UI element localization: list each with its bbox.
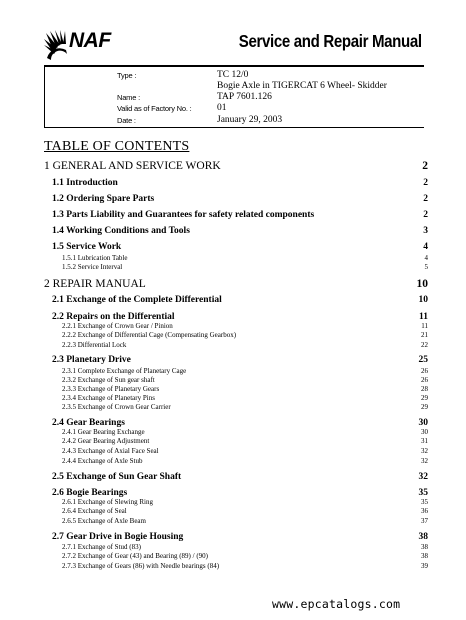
toc-entry-title: 2.6.5 Exchange of Axle Beam (62, 517, 146, 525)
toc-entry-title: 2.3.5 Exchange of Crown Gear Carrier (62, 403, 171, 411)
toc-entry-level-2[interactable] (0, 472, 466, 484)
meta-value: January 29, 2003 (217, 115, 283, 125)
toc-entry-title: 1.3 Parts Liability and Guarantees for safety related components (52, 210, 315, 220)
toc-entry-page: 11 (421, 322, 428, 330)
toc-entry-page: 38 (418, 532, 428, 542)
meta-label: Date : (117, 116, 136, 125)
toc-entry-title: 2 REPAIR MANUAL (44, 278, 146, 290)
toc-entry-title: 2.6 Bogie Bearings (52, 488, 128, 498)
toc-entry-page: 30 (418, 418, 428, 428)
toc-entry-level-2[interactable] (0, 194, 466, 206)
toc-entry-page: 36 (421, 507, 428, 515)
toc-title: TABLE OF CONTENTS (44, 139, 190, 154)
toc-entry-title: 2.7 Gear Drive in Bogie Housing (52, 532, 184, 542)
toc-entry-title: 2.2.2 Exchange of Differential Cage (Compensating Gearbox) (62, 331, 237, 339)
toc-entry-page: 2 (423, 194, 428, 204)
toc-entry-title: 1.1 Introduction (52, 178, 118, 188)
toc-entry-title: 2.3 Planetary Drive (52, 355, 131, 365)
toc-entry-page: 10 (418, 295, 428, 305)
toc-entry-page: 28 (421, 385, 428, 393)
toc-entry-title: 2.3.1 Complete Exchange of Planetary Cage (62, 367, 187, 375)
toc-entry-page: 32 (421, 447, 428, 455)
toc-entry-level-2[interactable] (0, 226, 466, 238)
header-left-border (44, 65, 45, 127)
toc-entry-page: 32 (421, 457, 428, 465)
toc-entry-title: 2.6.4 Exchange of Seal (62, 507, 127, 515)
toc-entry-title: 1.2 Ordering Spare Parts (52, 194, 155, 204)
meta-value: TAP 7601.126 (217, 92, 272, 102)
toc-entry-title: 2.2.1 Exchange of Crown Gear / Pinion (62, 322, 173, 330)
toc-entry-page: 29 (421, 394, 428, 402)
toc-entry-title: 2.3.2 Exchange of Sun gear shaft (62, 376, 155, 384)
toc-entry-level-2[interactable] (0, 295, 466, 307)
toc-entry-title: 2.7.3 Exchange of Gears (86) with Needle bearings (84) (62, 562, 220, 570)
toc-entry-level-1[interactable] (0, 160, 466, 172)
toc-entry-page: 4 (424, 254, 428, 262)
toc-entry-title: 2.5 Exchange of Sun Gear Shaft (52, 472, 182, 482)
toc-entry-level-3[interactable] (0, 562, 466, 574)
toc-entry-title: 2.4.4 Exchange of Axle Stub (62, 457, 143, 465)
toc-entry-page: 31 (421, 437, 428, 445)
meta-value: TC 12/0 (217, 70, 249, 80)
toc-entry-title: 2.4.2 Gear Bearing Adjustment (62, 437, 150, 445)
toc-entry-title: 2.4.3 Exchange of Axial Face Seal (62, 447, 159, 455)
toc-entry-page: 38 (421, 543, 428, 551)
meta-label: Valid as of Factory No. : (117, 104, 192, 113)
toc-entry-title: 2.2.3 Differential Lock (62, 341, 127, 349)
toc-entry-title: 2.3.4 Exchange of Planetary Pins (62, 394, 155, 402)
toc-entry-level-3[interactable] (0, 517, 466, 529)
toc-entry-page: 29 (421, 403, 428, 411)
toc-entry-title: 2.4.1 Gear Bearing Exchange (62, 428, 145, 436)
toc-entry-level-3[interactable] (0, 403, 466, 415)
toc-entry-level-3[interactable] (0, 263, 466, 275)
header-rule (44, 65, 424, 67)
toc-entry-title: 2.3.3 Exchange of Planetary Gears (62, 385, 160, 393)
toc-entry-page: 26 (421, 367, 428, 375)
brand-logo-text: NAF (69, 29, 111, 52)
toc-entry-title: 2.7.2 Exchange of Gear (43) and Bearing (89) / (90) (62, 552, 208, 560)
toc-entry-page: 38 (421, 552, 428, 560)
toc-entry-page: 30 (421, 428, 428, 436)
toc-entry-page: 11 (419, 312, 428, 322)
toc-entry-page: 35 (418, 488, 428, 498)
toc-entry-title: 2.1 Exchange of the Complete Differential (52, 295, 222, 305)
manual-title: Service and Repair Manual (239, 31, 422, 51)
toc-entry-title: 2.4 Gear Bearings (52, 418, 125, 428)
meta-rule (44, 127, 424, 128)
toc-entry-title: 1.5.2 Service Interval (62, 263, 123, 271)
toc-entry-title: 1.4 Working Conditions and Tools (52, 226, 190, 236)
toc-entry-page: 32 (418, 472, 428, 482)
toc-entry-title: 1.5 Service Work (52, 242, 122, 252)
toc-entry-level-2[interactable] (0, 178, 466, 190)
toc-entry-page: 2 (423, 178, 428, 188)
toc-entry-title: 2.2 Repairs on the Differential (52, 312, 175, 322)
footer-url[interactable]: www.epcatalogs.com (272, 597, 401, 611)
toc-entry-title: 1.5.1 Lubrication Table (62, 254, 128, 262)
toc-entry-page: 4 (423, 242, 428, 252)
toc-entry-level-1[interactable] (0, 278, 466, 290)
meta-label: Type : (117, 71, 137, 80)
toc-entry-page: 3 (423, 226, 428, 236)
toc-entry-page: 10 (416, 278, 428, 290)
toc-entry-page: 35 (421, 498, 428, 506)
toc-entry-level-3[interactable] (0, 457, 466, 469)
toc-entry-page: 2 (423, 210, 428, 220)
toc-entry-page: 39 (421, 562, 428, 570)
toc-entry-level-3[interactable] (0, 341, 466, 353)
toc-entry-title: 2.7.1 Exchange of Stud (83) (62, 543, 141, 551)
toc-entry-level-2[interactable] (0, 242, 466, 254)
meta-value: Bogie Axle in TIGERCAT 6 Wheel- Skidder (217, 81, 387, 91)
toc-entry-page: 22 (421, 341, 428, 349)
toc-entry-level-2[interactable] (0, 355, 466, 367)
toc-entry-title: 1 GENERAL AND SERVICE WORK (44, 160, 221, 172)
toc-entry-level-2[interactable] (0, 210, 466, 222)
meta-label: Name : (117, 93, 140, 102)
toc-entry-page: 25 (418, 355, 428, 365)
toc-entry-page: 26 (421, 376, 428, 384)
toc-entry-page: 37 (421, 517, 428, 525)
toc-entry-page: 5 (424, 263, 428, 271)
toc-entry-page: 2 (422, 160, 428, 172)
toc-entry-page: 21 (421, 331, 428, 339)
meta-value: 01 (217, 103, 227, 113)
toc-entry-title: 2.6.1 Exchange of Slewing Ring (62, 498, 153, 506)
